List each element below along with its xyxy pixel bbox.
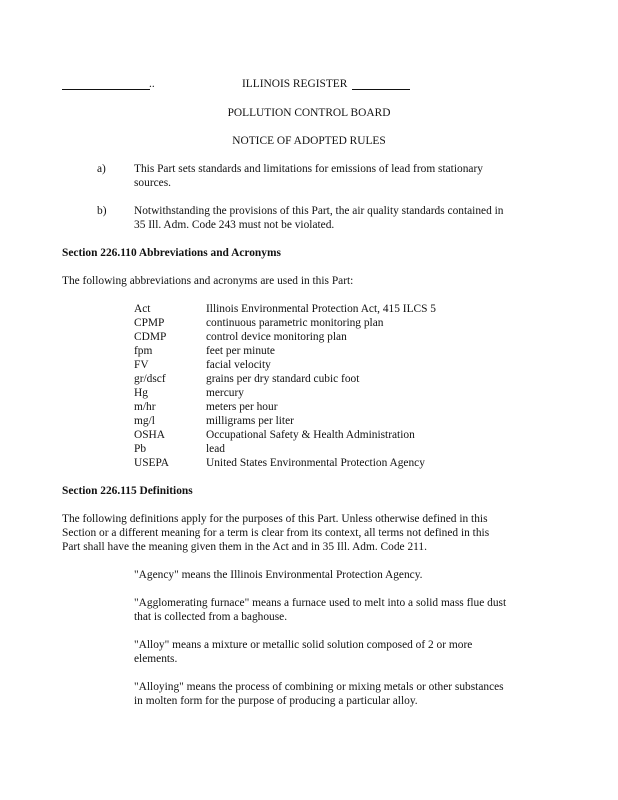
definition-alloy-line1: "Alloy" means a mixture or metallic solid solution composed of 2 or more <box>134 639 473 651</box>
item-label-a: a) <box>97 163 106 175</box>
section-115-intro-line1: The following definitions apply for the purposes of this Part. Unless otherwise defined in this <box>62 513 488 525</box>
definition-alloying-line2: in molten form for the purpose of producing a particular alloy. <box>134 695 418 707</box>
abbr-meaning: mercury <box>206 387 244 399</box>
abbr-term: Act <box>134 303 151 315</box>
abbr-term: FV <box>134 359 149 371</box>
abbr-meaning: milligrams per liter <box>206 415 294 427</box>
abbr-term: USEPA <box>134 457 170 469</box>
definition-alloy-line2: elements. <box>134 653 178 665</box>
item-label-b: b) <box>97 205 107 217</box>
abbr-term: Hg <box>134 387 148 399</box>
definition-agglomerating-furnace-line1: "Agglomerating furnace" means a furnace used to melt into a solid mass flue dust <box>134 597 507 609</box>
header-right-rule <box>352 89 410 90</box>
header-left-rule <box>62 89 150 90</box>
section-115-intro-line3: Part shall have the meaning given them in the Act and in 35 Ill. Adm. Code 211. <box>62 541 427 553</box>
item-text-a-line1: This Part sets standards and limitations for emissions of lead from stationary <box>134 163 483 175</box>
abbr-meaning: continuous parametric monitoring plan <box>206 317 384 329</box>
abbr-term: gr/dscf <box>134 373 166 385</box>
header-leader-dots: .. <box>149 78 155 90</box>
abbr-meaning: United States Environmental Protection Agency <box>206 457 425 469</box>
abbr-meaning: grains per dry standard cubic foot <box>206 373 360 385</box>
abbr-term: OSHA <box>134 429 166 441</box>
abbr-meaning: control device monitoring plan <box>206 331 347 343</box>
definition-alloying-line1: "Alloying" means the process of combining or mixing metals or other substances <box>134 681 504 693</box>
abbr-meaning: feet per minute <box>206 345 275 357</box>
abbr-term: Pb <box>134 443 147 455</box>
section-110-heading: Section 226.110 Abbreviations and Acronyms <box>62 247 281 259</box>
board-title: POLLUTION CONTROL BOARD <box>227 107 391 119</box>
abbr-term: CPMP <box>134 317 165 329</box>
abbr-term: fpm <box>134 345 153 357</box>
abbr-meaning: lead <box>206 443 225 455</box>
abbr-meaning: facial velocity <box>206 359 271 371</box>
item-text-b-line1: Notwithstanding the provisions of this Part, the air quality standards contained in <box>134 205 504 217</box>
item-text-a-line2: sources. <box>134 177 172 189</box>
item-text-b-line2: 35 Ill. Adm. Code 243 must not be violated. <box>134 219 335 231</box>
abbr-term: mg/l <box>134 415 155 427</box>
section-115-heading: Section 226.115 Definitions <box>62 485 193 497</box>
abbr-meaning: meters per hour <box>206 401 278 413</box>
notice-title: NOTICE OF ADOPTED RULES <box>232 135 386 147</box>
abbr-term: CDMP <box>134 331 167 343</box>
abbr-meaning: Illinois Environmental Protection Act, 415 ILCS 5 <box>206 303 437 315</box>
definition-agency: "Agency" means the Illinois Environmental Protection Agency. <box>134 569 423 581</box>
abbr-meaning: Occupational Safety & Health Administration <box>206 429 415 441</box>
abbr-term: m/hr <box>134 401 156 413</box>
section-115-intro-line2: Section or a different meaning for a term is clear from its context, all terms not defined in this <box>62 527 490 539</box>
register-title: ILLINOIS REGISTER <box>242 78 348 90</box>
definition-agglomerating-furnace-line2: that is collected from a baghouse. <box>134 611 288 623</box>
section-110-intro: The following abbreviations and acronyms are used in this Part: <box>62 275 354 287</box>
